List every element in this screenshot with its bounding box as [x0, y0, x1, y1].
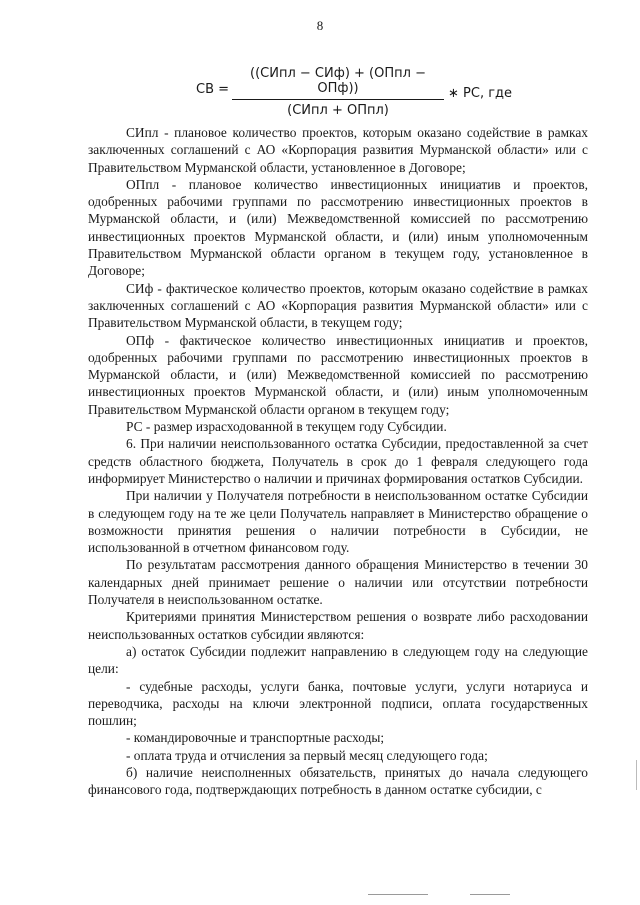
footer-line-right	[470, 894, 510, 895]
formula	[196, 66, 516, 118]
paragraph-oppl-definition: ОПпл - плановое количество инвестиционных инициатив и проектов, одобренных рабочими группами по рассмотрению инвестиционных проектов в Мурманской области, и (или) Межведомственной комиссией по рассмотрению инвестиционных проектов Мурманской области, и (или) иным уполномоченным Правительством Мурманской области органом в текущем году, установленное в Договоре;	[88, 176, 588, 279]
paragraph-item-6: 6. При наличии неиспользованного остатка Субсидии, предоставленной за счет средств областного бюджета, Получатель в срок до 1 февраля следующего года информирует Министерство о наличии и причинах формирования остатков Субсидии.	[88, 436, 588, 486]
list-item-travel-expenses: - командировочные и транспортные расходы;	[126, 730, 385, 746]
paragraph-need-request: При наличии у Получателя потребности в неиспользованном остатке Субсидии в следующем году на те же цели Получатель направляет в Министерство обращение о возможности принятия решения о наличии потребности в Субсидии, не использованной в отчетном финансовом году.	[88, 488, 588, 556]
list-item-payroll: - оплата труда и отчисления за первый месяц следующего года;	[126, 747, 488, 763]
scan-edge-mark	[636, 760, 637, 790]
paragraph-opf-definition: ОПф - фактическое количество инвестиционных инициатив и проектов, одобренных рабочими группами по рассмотрению инвестиционных проектов в Мурманской области, и (или) Межведомственной комиссией по рассмотрению инвестиционных проектов Мурманской области, и (или) иным уполномоченным Правительством Мурманской области органом в текущем году;	[88, 332, 588, 417]
page-number: 8	[316, 18, 324, 33]
footer-line-left	[368, 894, 428, 895]
paragraph-criteria: Критериями принятия Министерством решения о возврате либо расходовании неиспользованных остатков субсидии являются:	[88, 609, 588, 642]
formula-denominator: (СИпл + ОПпл)	[287, 103, 389, 118]
formula-lhs: СВ =	[196, 82, 230, 97]
list-item-legal-expenses: - судебные расходы, услуги банка, почтовые услуги, услуги нотариуса и переводчика, расходы на ключи электронной подписи, оплата государственных пошлин;	[88, 678, 588, 729]
paragraph-rs-definition: РС - размер израсходованной в текущем году Субсидии.	[126, 419, 447, 435]
document-body	[88, 124, 588, 799]
paragraph-criterion-b: б) наличие неисполненных обязательств, принятых до начала следующего финансового года, подтверждающих потребность в данном остатке субсидии, с	[88, 764, 588, 798]
formula-rhs: ∗ РС, где	[448, 86, 513, 101]
paragraph-review-decision: По результатам рассмотрения данного обращения Министерство в течении 30 календарных дней принимает решение о наличии или отсутствии потребности Получателя в неиспользованном остатке.	[88, 557, 588, 608]
formula-numerator: ((СИпл − СИф) + (ОПпл − ОПф))	[232, 66, 444, 100]
paragraph-sipl-definition: СИпл - плановое количество проектов, которым оказано содействие в рамках заключенных соглашений с АО «Корпорация развития Мурманской области» или с Правительством Мурманской области, установленное в Договоре;	[88, 125, 588, 175]
formula-fraction	[232, 66, 444, 118]
paragraph-criterion-a: а) остаток Субсидии подлежит направлению в следующем году на следующие цели:	[88, 643, 588, 677]
paragraph-sif-definition: СИф - фактическое количество проектов, которым оказано содействие в рамках заключенных соглашений с АО «Корпорация развития Мурманской области» или с Правительством Мурманской области, в текущем году;	[88, 280, 588, 331]
